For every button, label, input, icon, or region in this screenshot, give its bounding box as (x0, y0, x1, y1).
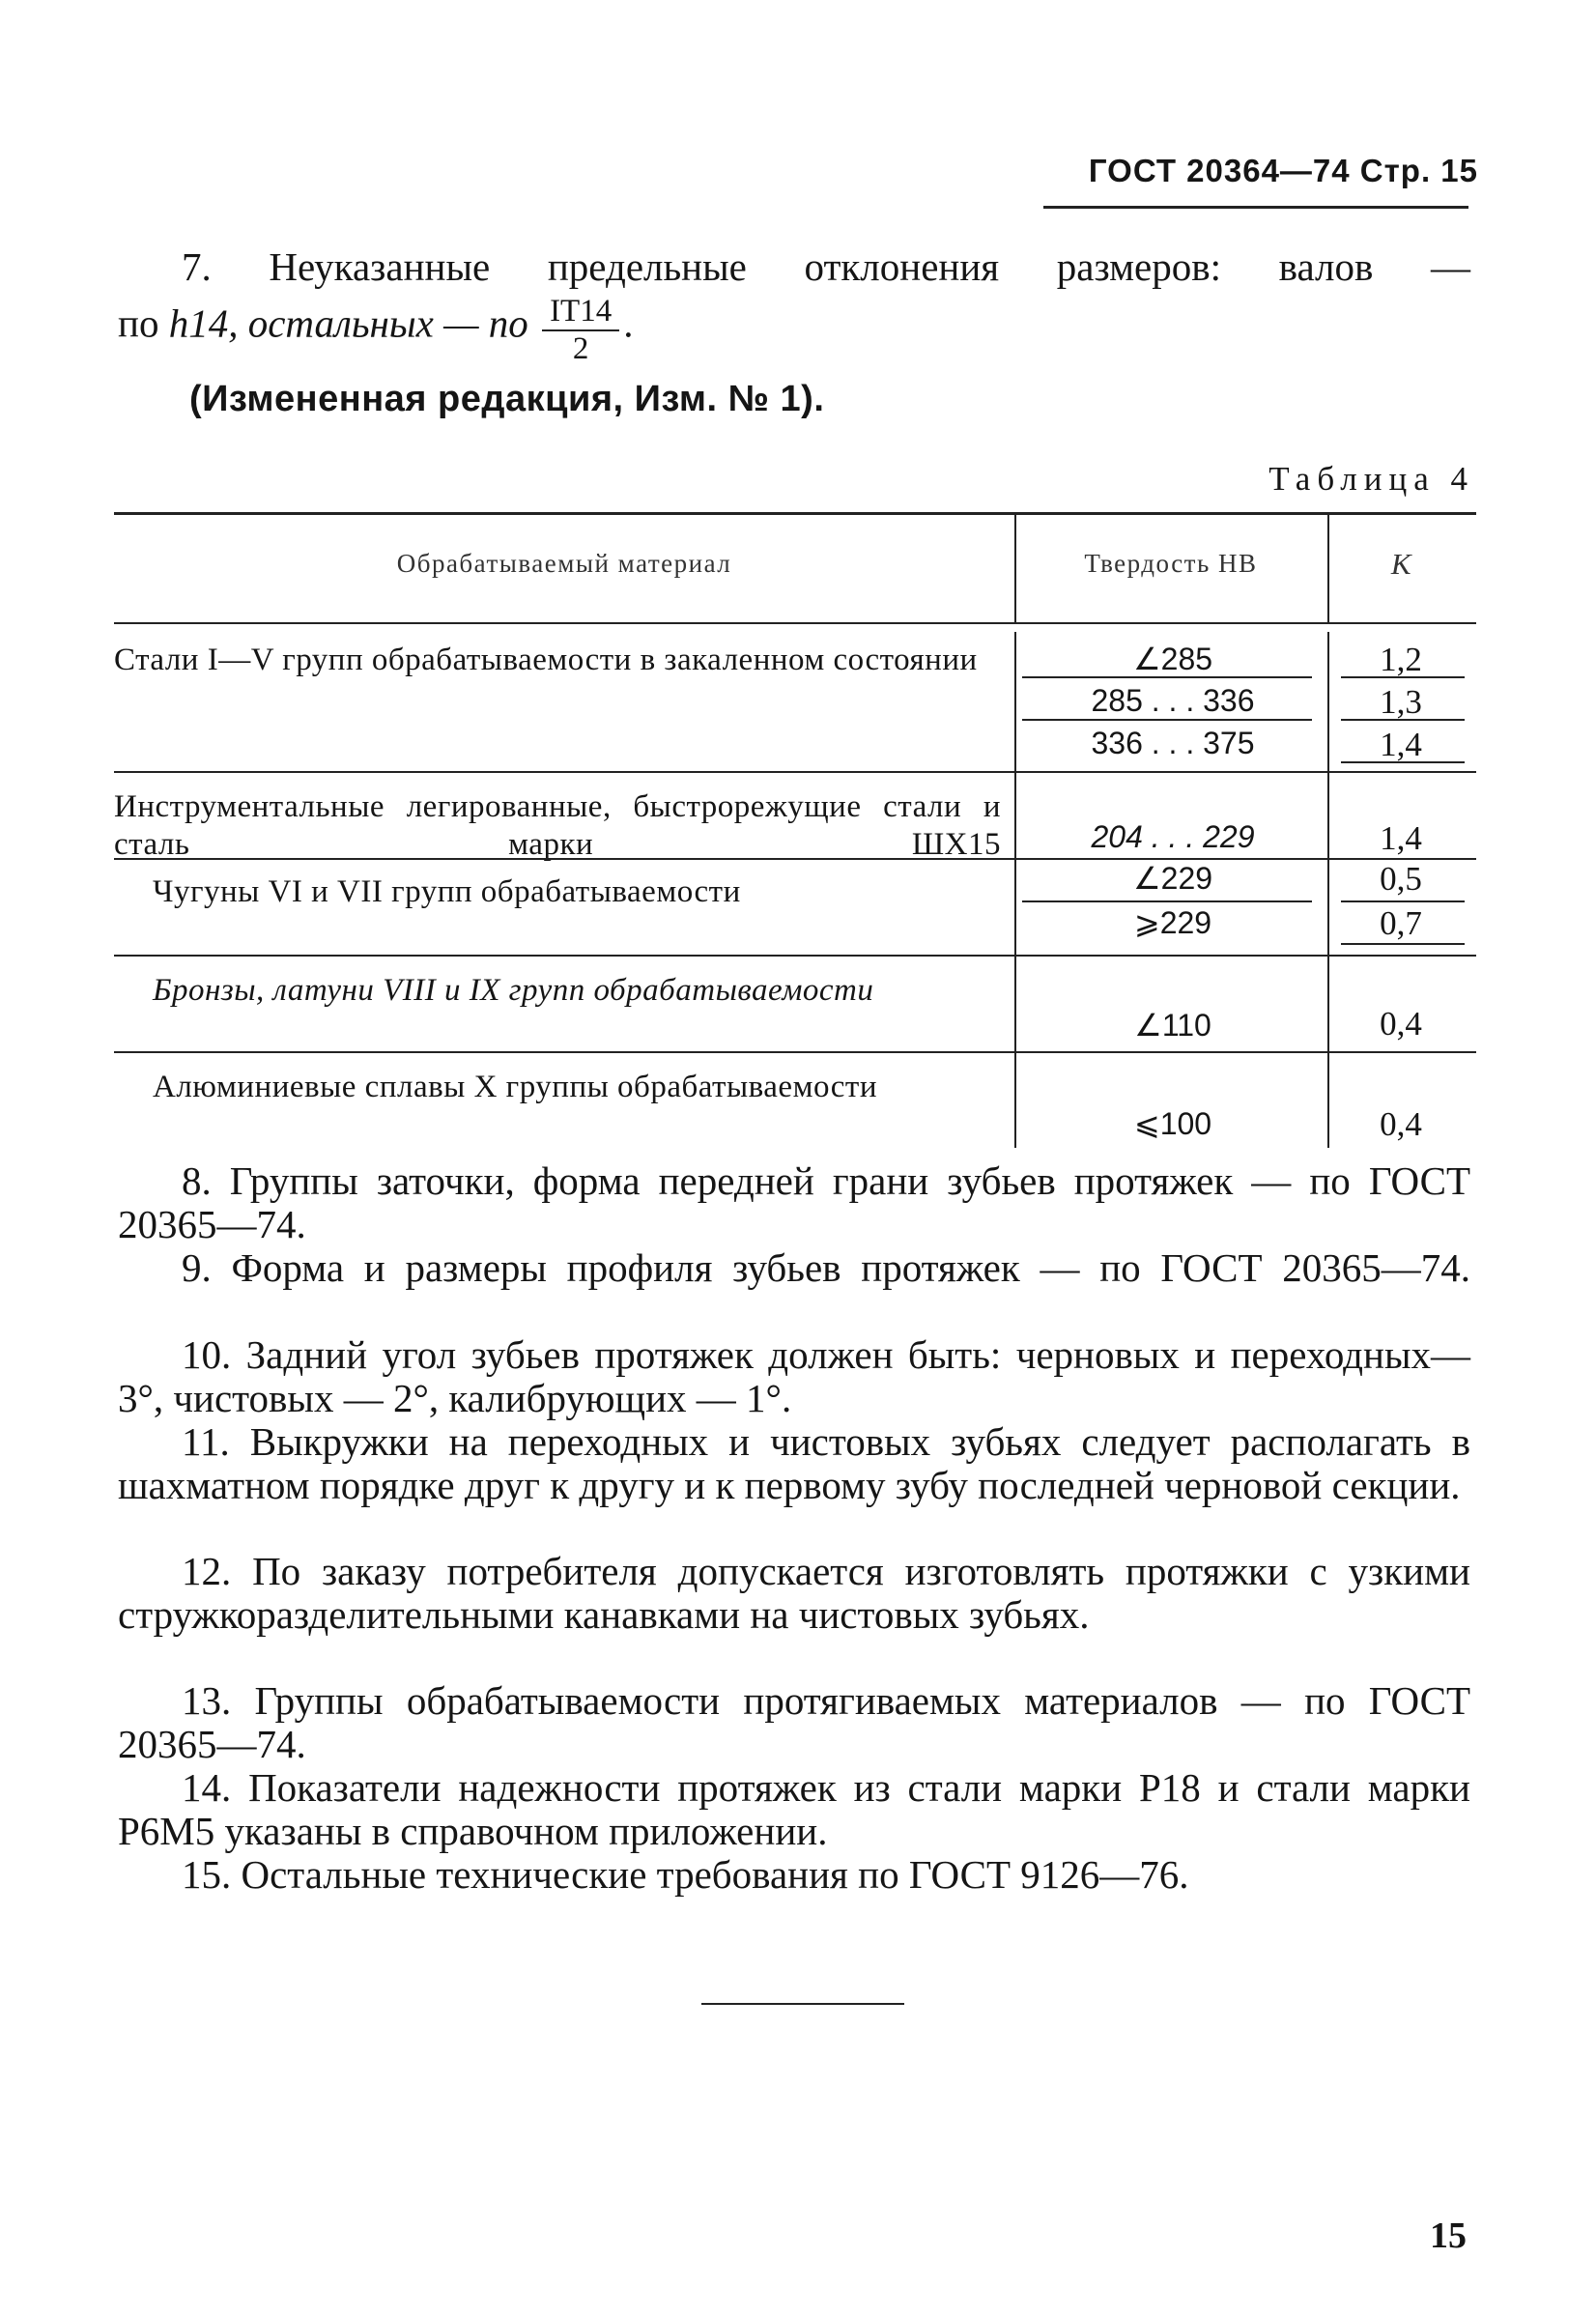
header-rule (1043, 206, 1468, 209)
item-9: 9. Форма и размеры профиля зубьев протяжек — по ГОСТ 20365—74. (182, 1245, 1470, 1290)
row-rule (114, 955, 1476, 957)
row-toolsteel-hb: 204 . . . 229 (1091, 819, 1255, 854)
item-7-line-2 (118, 296, 987, 365)
row-castiron-material: Чугуны VI и VII групп обрабатываемости (153, 874, 741, 909)
row-castiron-hb-1: ∠229 (1132, 861, 1213, 896)
sub-rule (1341, 719, 1465, 721)
row-steel-hb-1: ∠285 (1132, 642, 1213, 676)
item-14: 14. Показатели надежности протяжек из стали марки Р18 и стали марки Р6М5 указаны в справочном приложении. (118, 1765, 1470, 1853)
row-rule (114, 771, 1476, 773)
sub-rule (1341, 676, 1465, 678)
item-7-h14: h14, остальных — по (168, 300, 539, 346)
item-15: 15. Остальные технические требования по ГОСТ 9126—76. (182, 1852, 1189, 1897)
table-header-rule (114, 622, 1476, 624)
fraction-denominator: 2 (572, 331, 589, 366)
item-7-prefix: по (118, 300, 169, 346)
col-divider-1 (1014, 632, 1016, 1148)
row-steel-hb-3: 336 . . . 375 (1091, 726, 1255, 760)
fraction-numerator: IT14 (542, 296, 619, 331)
row-castiron-k-1: 0,5 (1380, 860, 1422, 898)
row-bronze-material: Бронзы, латуни VIII и IX групп обрабатываемости (153, 973, 874, 1008)
table-caption: Таблица 4 (1268, 460, 1474, 498)
item-8: 8. Группы заточки, форма передней грани зубьев протяжек — по ГОСТ 20365—74. (118, 1158, 1470, 1246)
end-rule (701, 2003, 904, 2005)
item-7-fraction (542, 296, 619, 365)
sub-rule (1022, 719, 1312, 721)
running-header: ГОСТ 20364—74 Стр. 15 (1088, 153, 1478, 188)
sub-rule (1341, 943, 1465, 945)
row-steel-hb-2: 285 . . . 336 (1091, 683, 1255, 718)
row-toolsteel-material: Инструментальные легированные, быстрорежущие стали и сталь марки ШХ15 (114, 789, 1001, 862)
sub-rule (1022, 900, 1312, 902)
item-7-suffix: . (623, 300, 634, 346)
row-steel-k-1: 1,2 (1380, 641, 1422, 678)
col-divider-2 (1327, 632, 1329, 1148)
amendment-note: (Измененная редакция, Изм. № 1). (189, 379, 825, 419)
item-13: 13. Группы обрабатываемости протягиваемых материалов — по ГОСТ 20365—74. (118, 1678, 1470, 1766)
row-castiron-hb-2: ⩾229 (1133, 905, 1212, 940)
sub-rule (1022, 676, 1312, 678)
item-12: 12. По заказу потребителя допускается изготовлять протяжки с узкими стружкоразделительными канавками на чистовых зубьях. (118, 1549, 1470, 1637)
item-10: 10. Задний угол зубьев протяжек должен быть: черновых и переходных—3°, чистовых — 2°, калибрующих — 1°. (118, 1332, 1470, 1420)
page-number: 15 (1430, 2215, 1467, 2256)
row-aluminium-k: 0,4 (1380, 1105, 1422, 1143)
item-11: 11. Выкружки на переходных и чистовых зубьях следует располагать в шахматном порядке друг к другу и к первому зубу последней черновой секции. (118, 1419, 1470, 1507)
row-toolsteel-k: 1,4 (1380, 819, 1422, 857)
item-7-line-1: 7. Неуказанные предельные отклонения размеров: валов — (182, 244, 1470, 289)
row-steel-k-3: 1,4 (1380, 726, 1422, 763)
row-steel-k-2: 1,3 (1380, 683, 1422, 721)
row-rule (114, 1051, 1476, 1053)
row-aluminium-material: Алюминиевые сплавы X группы обрабатываемости (153, 1070, 878, 1104)
table-4 (114, 502, 1476, 1144)
table-top-rule (114, 512, 1476, 515)
row-aluminium-hb: ⩽100 (1133, 1106, 1212, 1141)
sub-rule (1341, 900, 1465, 902)
sub-rule (1341, 761, 1465, 763)
header-hardness: Твердость HB (1084, 549, 1258, 578)
row-castiron-k-2: 0,7 (1380, 904, 1422, 942)
row-bronze-k: 0,4 (1380, 1005, 1422, 1043)
header-k: K (1390, 547, 1413, 581)
row-bronze-hb: ∠110 (1134, 1008, 1211, 1043)
row-steel-material: Стали I—V групп обрабатываемости в закаленном состоянии (114, 643, 978, 677)
header-material: Обрабатываемый материал (396, 549, 732, 578)
